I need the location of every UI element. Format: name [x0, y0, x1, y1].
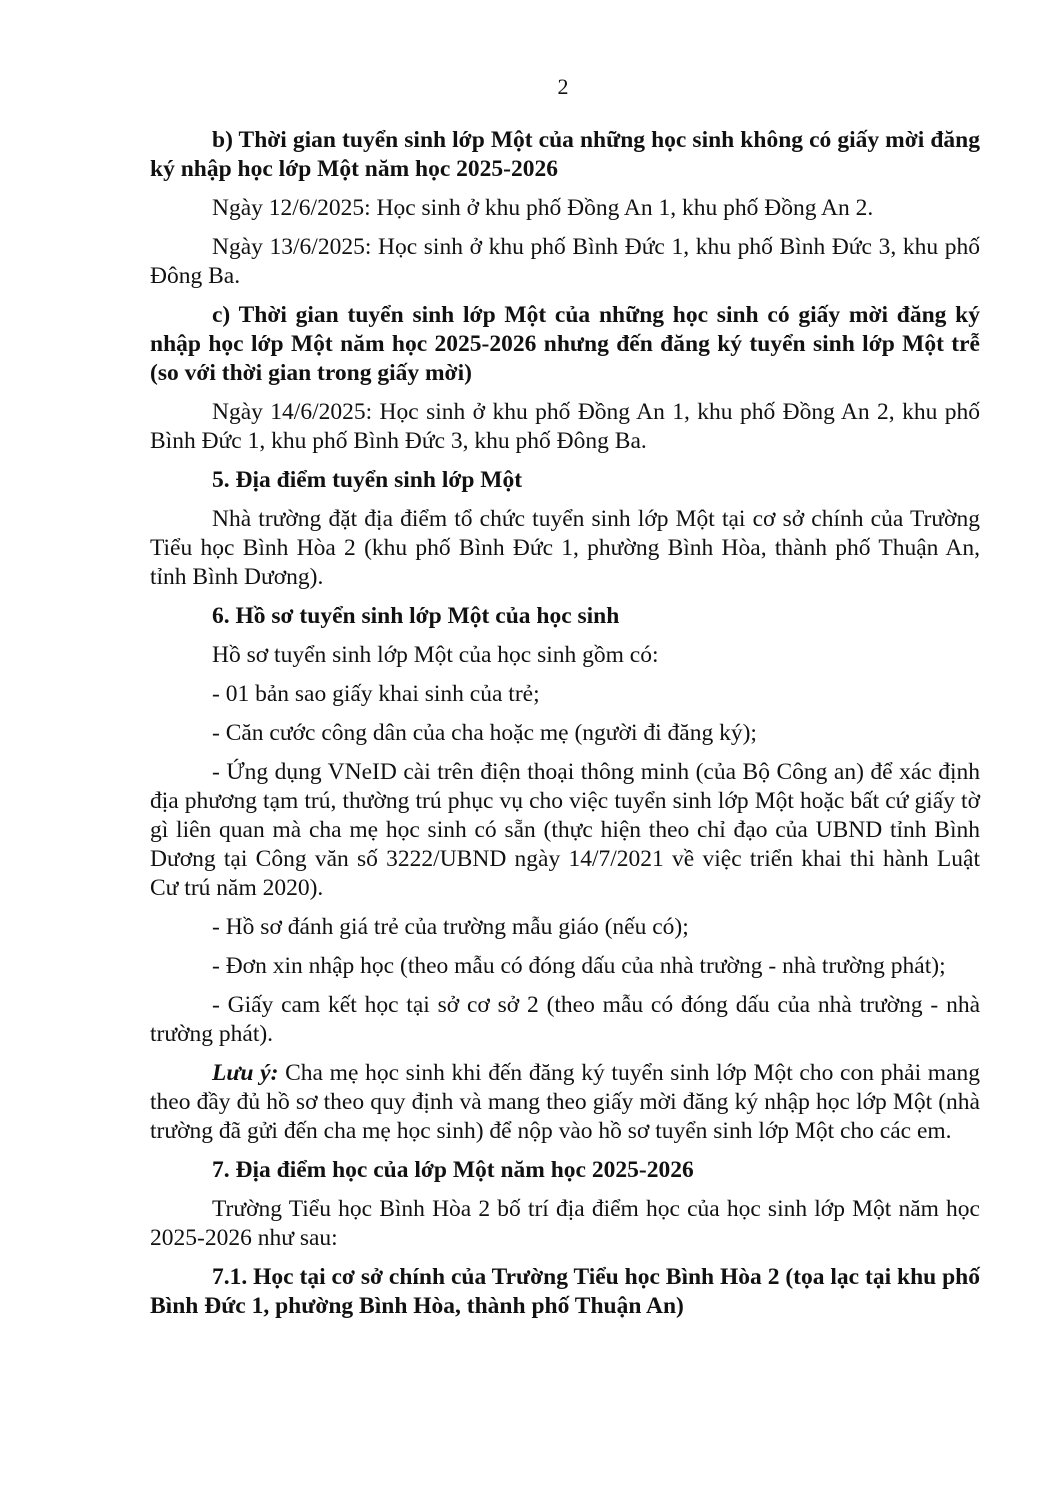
- section-6-item-4: - Hồ sơ đánh giá trẻ của trường mẫu giáo (nếu có);: [212, 914, 689, 940]
- note-label: Lưu ý:: [212, 1060, 279, 1086]
- section-6-heading: 6. Hồ sơ tuyển sinh lớp Một của học sinh: [212, 603, 620, 629]
- section-6-item-2: - Căn cước công dân của cha hoặc mẹ (người đi đăng ký);: [212, 720, 757, 746]
- section-6-item-1: - 01 bản sao giấy khai sinh của trẻ;: [212, 681, 540, 707]
- section-7-1-heading: 7.1. Học tại cơ sở chính của Trường Tiểu học Bình Hòa 2 (tọa lạc tại khu phố Bình Đức 1, phường Bình Hòa, thành phố Thuận An): [150, 1264, 980, 1319]
- section-c-heading: c) Thời gian tuyển sinh lớp Một của những học sinh có giấy mời đăng ký nhập học lớp Một năm học 2025-2026 nhưng đến đăng ký tuyển sinh lớp Một trễ (so với thời gian trong giấy mời): [150, 302, 980, 386]
- section-c-line-1: Ngày 14/6/2025: Học sinh ở khu phố Đồng An 1, khu phố Đồng An 2, khu phố Bình Đức 1, khu phố Bình Đức 3, khu phố Đông Ba.: [150, 399, 980, 454]
- page-number: 2: [557, 74, 569, 99]
- section-5-text: Nhà trường đặt địa điểm tổ chức tuyển sinh lớp Một tại cơ sở chính của Trường Tiểu học Bình Hòa 2 (khu phố Bình Đức 1, phường Bình Hòa, thành phố Thuận An, tỉnh Bình Dương).: [150, 506, 980, 590]
- section-6-note: [150, 1059, 980, 1146]
- section-6-item-5: - Đơn xin nhập học (theo mẫu có đóng dấu của nhà trường - nhà trường phát);: [212, 953, 946, 979]
- section-7-text: Trường Tiểu học Bình Hòa 2 bố trí địa điểm học của học sinh lớp Một năm học 2025-2026 như sau:: [150, 1196, 980, 1251]
- note-text: Cha mẹ học sinh khi đến đăng ký tuyển sinh lớp Một cho con phải mang theo đầy đủ hồ sơ theo quy định và mang theo giấy mời đăng ký nhập học lớp Một (nhà trường đã gửi đến cha mẹ học sinh) để nộp vào hồ sơ tuyển sinh lớp Một cho các em.: [150, 1060, 980, 1144]
- section-b-line-1: Ngày 12/6/2025: Học sinh ở khu phố Đồng An 1, khu phố Đồng An 2.: [212, 195, 874, 221]
- section-b-heading: b) Thời gian tuyển sinh lớp Một của những học sinh không có giấy mời đăng ký nhập học lớp Một năm học 2025-2026: [150, 127, 980, 182]
- document-body: [150, 126, 980, 1331]
- section-6-item-6: - Giấy cam kết học tại sở cơ sở 2 (theo mẫu có đóng dấu của nhà trường - nhà trường phát).: [150, 992, 980, 1047]
- section-5-heading: 5. Địa điểm tuyển sinh lớp Một: [212, 467, 523, 493]
- section-b-line-2: Ngày 13/6/2025: Học sinh ở khu phố Bình Đức 1, khu phố Bình Đức 3, khu phố Đông Ba.: [150, 234, 980, 289]
- section-7-heading: 7. Địa điểm học của lớp Một năm học 2025-2026: [212, 1157, 694, 1183]
- section-6-intro: Hồ sơ tuyển sinh lớp Một của học sinh gồm có:: [212, 642, 659, 668]
- section-6-item-3: - Ứng dụng VNeID cài trên điện thoại thông minh (của Bộ Công an) để xác định địa phương tạm trú, thường trú phục vụ cho việc tuyển sinh lớp Một hoặc bất cứ giấy tờ gì liên quan mà cha mẹ học sinh có sẵn (thực hiện theo chỉ đạo của UBND tỉnh Bình Dương tại Công văn số 3222/UBND ngày 14/7/2021 về việc triển khai thi hành Luật Cư trú năm 2020).: [150, 759, 980, 901]
